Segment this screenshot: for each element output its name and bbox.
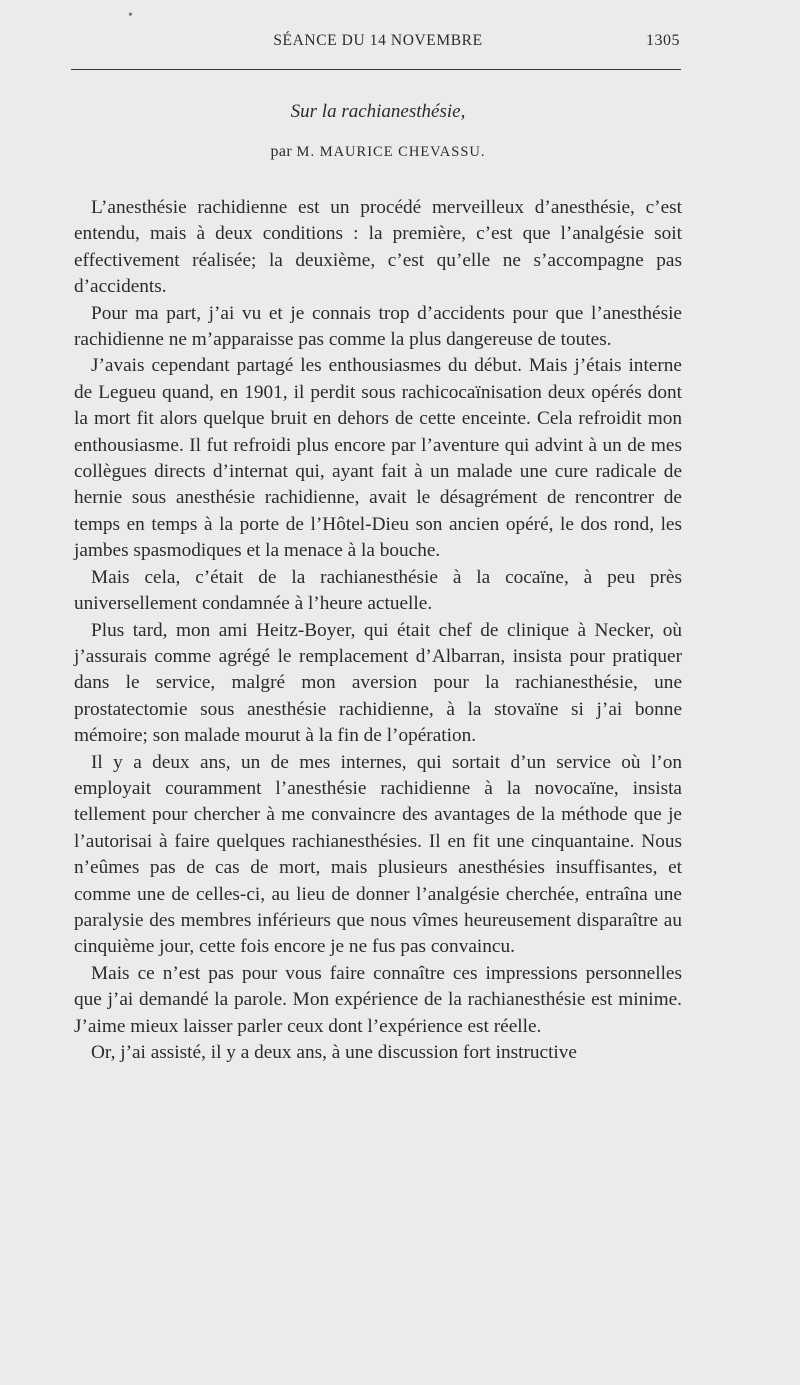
paragraph-3: J’avais cependant partagé les enthousiasmes du début. Mais j’étais interne de Legueu quand, en 1901, il perdit sous rachicocaïnisation deux opérés dont la mort fit alors quelque bruit en dehors de cette enceinte. Cela refroidit mon enthousiasme. Il fut refroidi plus encore par l’aventure qui advint à un de mes collègues directs d’internat qui, ayant fait à un malade une cure radicale de hernie sous anesthésie rachidienne, avait le désagrément de rencontrer de temps en temps à la porte de l’Hôtel-Dieu son ancien opéré, le dos rond, les jambes spasmodiques et la menace à la bouche. <box>74 355 682 562</box>
paragraph-8: Or, j’ai assisté, il y a deux ans, à une discussion fort instructive <box>91 1042 577 1063</box>
print-speck: • <box>128 8 133 23</box>
paragraph-7: Mais ce n’est pas pour vous faire connaître ces impressions personnelles que j’ai demandé la parole. Mon expérience de la rachianesthésie est minime. J’aime mieux laisser parler ceux dont l’expérience est réelle. <box>74 962 682 1037</box>
header-rule <box>71 69 681 70</box>
paragraph-6: Il y a deux ans, un de mes internes, qui sortait d’un service où l’on employait couramment l’anesthésie rachidienne à la novocaïne, insista tellement pour chercher à me convaincre des avantages de la méthode que je l’autorisai à faire quelques rachianesthésies. Il en fit une cinquantaine. Nous n’eûmes pas de cas de mort, mais plusieurs anesthésies insuffisantes, et comme une de celles-ci, au lieu de donner l’analgésie cherchée, entraîna une paralysie des membres inférieurs que nous vîmes heureusement disparaître au cinquième jour, cette fois encore je ne fus pas convaincu. <box>74 751 682 958</box>
paragraph-2: Pour ma part, j’ai vu et je connais trop d’accidents pour que l’anesthésie rachidienne ne m’apparaisse pas comme la plus dangereuse de toutes. <box>74 302 682 351</box>
paragraph-4: Mais cela, c’était de la rachianesthésie à la cocaïne, à peu près universellement condamnée à l’heure actuelle. <box>74 566 682 615</box>
article-title: Sur la rachianesthésie, <box>290 101 466 122</box>
byline <box>76 143 680 161</box>
byline-prefix: par <box>270 143 293 160</box>
paragraph-5: Plus tard, mon ami Heitz-Boyer, qui était chef de clinique à Necker, où j’assurais comme agrégé le remplacement d’Albarran, insista pour pratiquer dans le service, malgré mon aversion pour la rachianesthésie, une prostatectomie sous anesthésie rachidienne, à la stovaïne si j’ai bonne mémoire; son malade mourut à la fin de l’opération. <box>74 619 682 747</box>
running-head <box>76 30 680 56</box>
running-title: SÉANCE DU 14 NOVEMBRE <box>273 32 483 49</box>
article-body <box>74 195 682 1066</box>
page-number: 1305 <box>646 32 680 49</box>
paragraph-1: L’anesthésie rachidienne est un procédé merveilleux d’anesthésie, c’est entendu, mais à deux conditions : la première, c’est que l’analgésie soit effectivement réalisée; la deuxième, c’est qu’elle ne s’accompagne pas d’accidents. <box>74 197 682 298</box>
author-name: M. MAURICE CHEVASSU. <box>296 144 486 160</box>
